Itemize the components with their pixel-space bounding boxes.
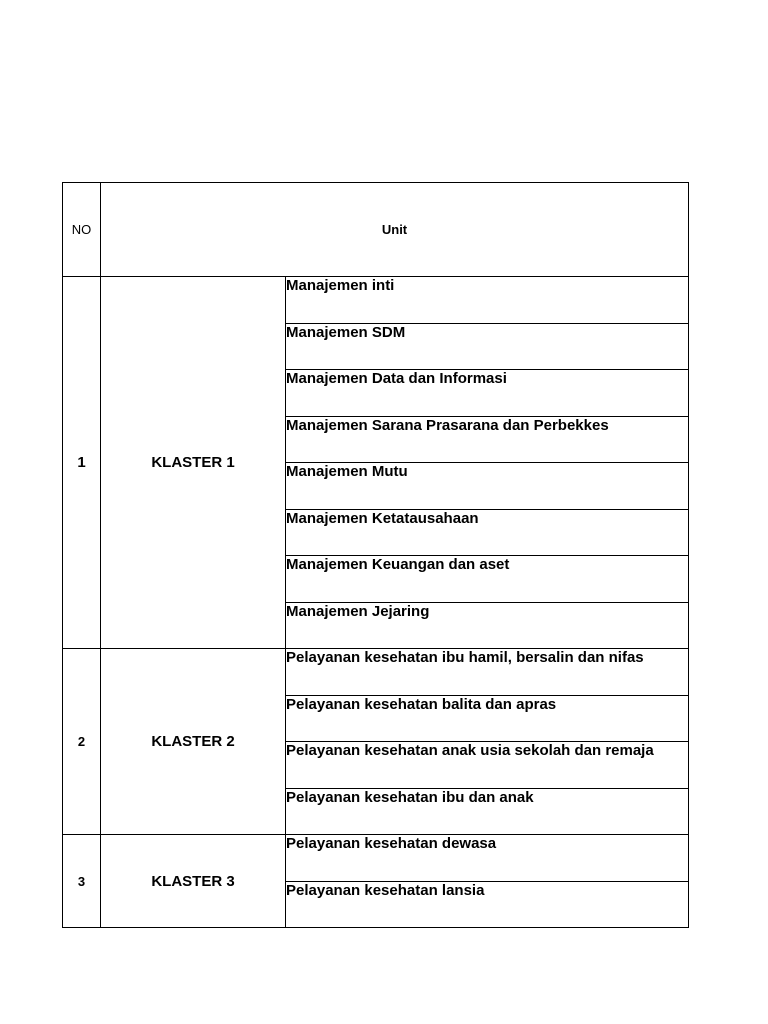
table-row [63, 277, 689, 324]
cluster-number: 3 [63, 835, 101, 928]
table-body [63, 183, 689, 928]
unit-cell: Pelayanan kesehatan lansia [286, 881, 689, 928]
cluster-number: 1 [63, 277, 101, 649]
unit-cell: Manajemen inti [286, 277, 689, 324]
unit-cell: Manajemen Ketatausahaan [286, 509, 689, 556]
unit-cell: Manajemen Sarana Prasarana dan Perbekkes [286, 416, 689, 463]
unit-cell: Manajemen Data dan Informasi [286, 370, 689, 417]
unit-cell: Pelayanan kesehatan dewasa [286, 835, 689, 882]
unit-cell: Pelayanan kesehatan anak usia sekolah dan remaja [286, 742, 689, 789]
cluster-name: KLASTER 2 [101, 649, 286, 835]
unit-cell: Manajemen Mutu [286, 463, 689, 510]
unit-cell: Manajemen Jejaring [286, 602, 689, 649]
cluster-name: KLASTER 3 [101, 835, 286, 928]
unit-table [62, 182, 689, 928]
table-row [63, 835, 689, 882]
header-no: NO [63, 183, 101, 277]
cluster-name: KLASTER 1 [101, 277, 286, 649]
table-row [63, 649, 689, 696]
unit-cell: Pelayanan kesehatan balita dan apras [286, 695, 689, 742]
header-row [63, 183, 689, 277]
unit-cell: Pelayanan kesehatan ibu hamil, bersalin dan nifas [286, 649, 689, 696]
unit-cell: Pelayanan kesehatan ibu dan anak [286, 788, 689, 835]
unit-cell: Manajemen SDM [286, 323, 689, 370]
unit-cell: Manajemen Keuangan dan aset [286, 556, 689, 603]
cluster-number: 2 [63, 649, 101, 835]
header-unit: Unit [101, 183, 689, 277]
